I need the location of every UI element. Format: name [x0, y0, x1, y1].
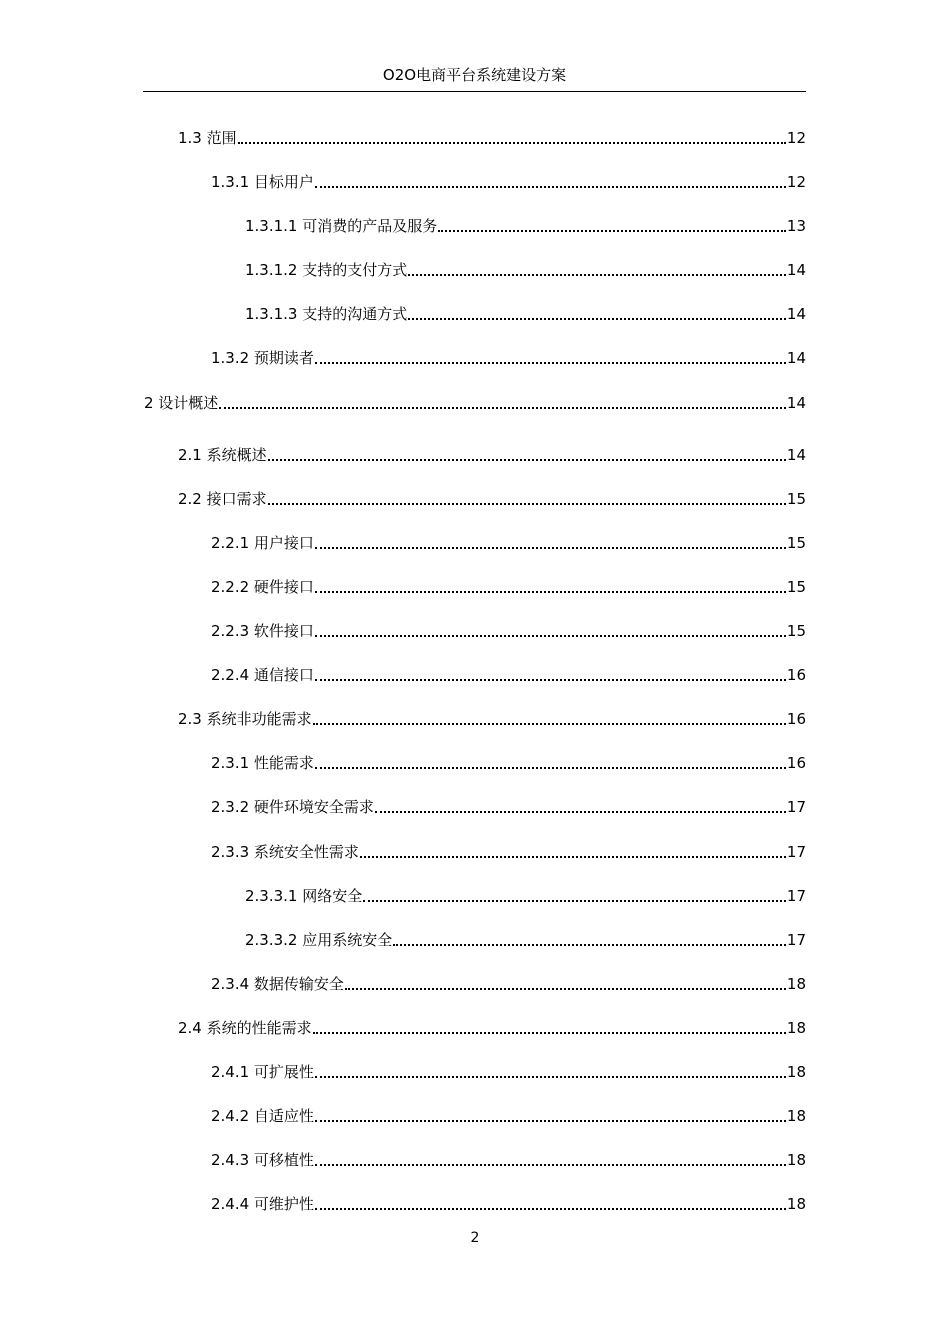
- toc-leader-dots: [363, 900, 786, 902]
- toc-leader-dots: [315, 1120, 786, 1122]
- toc-entry-page: 13: [786, 217, 806, 235]
- toc-entry-title: 1.3.1.3 支持的沟通方式: [245, 305, 408, 323]
- toc-leader-dots: [315, 635, 786, 637]
- toc-entry-title: 2.1 系统概述: [178, 446, 267, 464]
- toc-leader-dots: [345, 988, 786, 990]
- toc-leader-dots: [315, 1208, 786, 1210]
- toc-entry[interactable]: [178, 444, 806, 466]
- toc-entry-page: 18: [786, 975, 806, 993]
- toc-entry-page: 14: [786, 446, 806, 464]
- toc-entry-page: 18: [786, 1151, 806, 1169]
- toc-entry[interactable]: [211, 532, 806, 554]
- toc-entry-page: 16: [786, 754, 806, 772]
- toc-leader-dots: [408, 318, 786, 320]
- toc-entry-page: 17: [786, 843, 806, 861]
- toc-entry-title: 1.3.1 目标用户: [211, 173, 314, 191]
- toc-entry-page: 17: [786, 931, 806, 949]
- toc-leader-dots: [360, 856, 786, 858]
- toc-entry-title: 2.2.2 硬件接口: [211, 578, 314, 596]
- toc-entry-page: 14: [786, 394, 806, 412]
- toc-leader-dots: [438, 230, 786, 232]
- toc-entry[interactable]: [211, 347, 806, 369]
- toc-entry[interactable]: [178, 708, 806, 730]
- toc-entry-title: 2.3.4 数据传输安全: [211, 975, 344, 993]
- toc-entry-page: 15: [786, 534, 806, 552]
- toc-entry-title: 2 设计概述: [144, 394, 219, 412]
- toc-leader-dots: [315, 547, 786, 549]
- toc-entry[interactable]: [211, 1149, 806, 1171]
- toc-entry-title: 2.3.1 性能需求: [211, 754, 314, 772]
- toc-leader-dots: [408, 274, 786, 276]
- toc-leader-dots: [315, 591, 786, 593]
- toc-entry[interactable]: [211, 796, 806, 818]
- toc-entry-title: 2.2.3 软件接口: [211, 622, 314, 640]
- toc-entry-title: 2.2 接口需求: [178, 490, 267, 508]
- toc-entry-page: 18: [786, 1019, 806, 1037]
- toc-leader-dots: [315, 186, 786, 188]
- toc-entry[interactable]: [211, 1061, 806, 1083]
- toc-entry-page: 17: [786, 887, 806, 905]
- toc-entry[interactable]: [211, 171, 806, 193]
- toc-entry[interactable]: [178, 127, 806, 149]
- toc-leader-dots: [315, 1164, 786, 1166]
- toc-entry-page: 12: [786, 173, 806, 191]
- toc-entry-title: 2.3.2 硬件环境安全需求: [211, 798, 374, 816]
- toc-leader-dots: [315, 679, 786, 681]
- toc-entry[interactable]: [144, 392, 806, 414]
- toc-entry[interactable]: [211, 752, 806, 774]
- toc-entry[interactable]: [245, 259, 806, 281]
- toc-entry-page: 16: [786, 666, 806, 684]
- toc-entry[interactable]: [211, 1193, 806, 1215]
- toc-leader-dots: [238, 142, 786, 144]
- toc-entry[interactable]: [245, 929, 806, 951]
- toc-leader-dots: [313, 723, 786, 725]
- toc-entry-title: 2.4.2 自适应性: [211, 1107, 314, 1125]
- toc-leader-dots: [268, 459, 786, 461]
- toc-entry-title: 2.4.3 可移植性: [211, 1151, 314, 1169]
- toc-entry[interactable]: [245, 303, 806, 325]
- toc-entry-title: 1.3.2 预期读者: [211, 349, 314, 367]
- toc-leader-dots: [315, 767, 786, 769]
- toc-entry[interactable]: [211, 841, 806, 863]
- running-header: O2O电商平台系统建设方案: [382, 66, 567, 84]
- toc-entry-page: 16: [786, 710, 806, 728]
- toc-entry-page: 15: [786, 622, 806, 640]
- toc-entry[interactable]: [211, 620, 806, 642]
- toc-entry-page: 18: [786, 1107, 806, 1125]
- toc-entry[interactable]: [211, 1105, 806, 1127]
- toc-entry-page: 18: [786, 1063, 806, 1081]
- toc-leader-dots: [268, 503, 786, 505]
- toc-leader-dots: [219, 407, 786, 409]
- toc-entry-title: 2.4 系统的性能需求: [178, 1019, 312, 1037]
- toc-entry[interactable]: [211, 576, 806, 598]
- toc-entry-title: 2.3 系统非功能需求: [178, 710, 312, 728]
- toc-entry-title: 2.3.3.1 网络安全: [245, 887, 363, 905]
- toc-entry-title: 2.4.1 可扩展性: [211, 1063, 314, 1081]
- toc-entry-page: 12: [786, 129, 806, 147]
- toc-entry-title: 1.3 范围: [178, 129, 237, 147]
- toc-entry-title: 2.4.4 可维护性: [211, 1195, 314, 1213]
- toc-entry[interactable]: [178, 488, 806, 510]
- toc-entry[interactable]: [245, 885, 806, 907]
- toc-entry-title: 2.3.3 系统安全性需求: [211, 843, 359, 861]
- toc-entry-title: 2.2.4 通信接口: [211, 666, 314, 684]
- toc-entry-page: 17: [786, 798, 806, 816]
- toc-entry-page: 14: [786, 305, 806, 323]
- toc-entry[interactable]: [245, 215, 806, 237]
- toc-entry-title: 1.3.1.2 支持的支付方式: [245, 261, 408, 279]
- toc-leader-dots: [393, 944, 786, 946]
- toc-entry[interactable]: [211, 664, 806, 686]
- toc-entry-title: 2.2.1 用户接口: [211, 534, 314, 552]
- toc-leader-dots: [375, 811, 786, 813]
- toc-entry-page: 15: [786, 490, 806, 508]
- toc-entry-page: 14: [786, 261, 806, 279]
- toc-entry-page: 18: [786, 1195, 806, 1213]
- toc-entry-page: 14: [786, 349, 806, 367]
- toc-leader-dots: [313, 1032, 786, 1034]
- toc-entry[interactable]: [178, 1017, 806, 1039]
- toc-leader-dots: [315, 1076, 786, 1078]
- page-number: 2: [470, 1230, 480, 1246]
- toc-leader-dots: [315, 362, 786, 364]
- toc-entry[interactable]: [211, 973, 806, 995]
- toc-entry-page: 15: [786, 578, 806, 596]
- toc-entry-title: 1.3.1.1 可消费的产品及服务: [245, 217, 438, 235]
- toc-entry-title: 2.3.3.2 应用系统安全: [245, 931, 393, 949]
